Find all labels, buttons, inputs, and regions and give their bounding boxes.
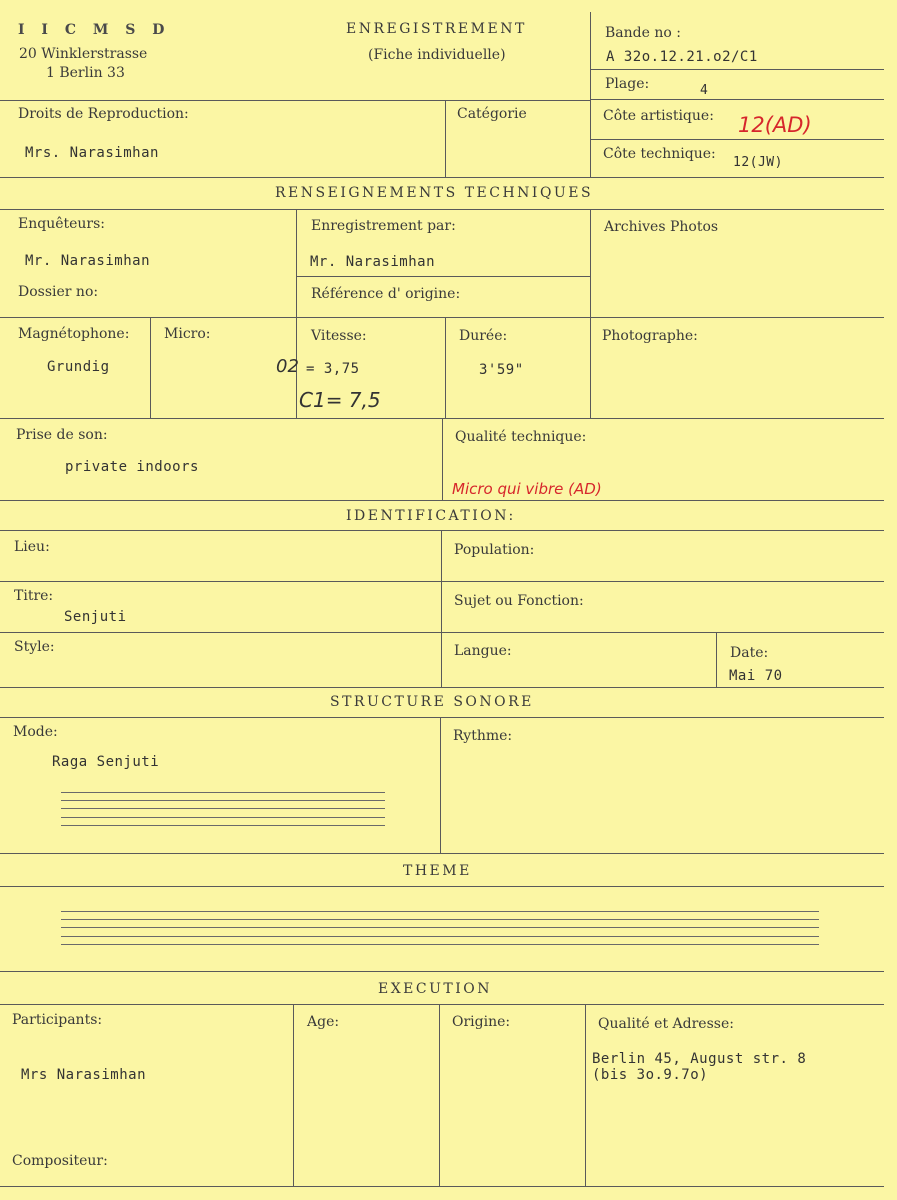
- rule: [0, 500, 884, 501]
- reference-label: Référence d' origine:: [311, 286, 461, 302]
- enregistrement-par-label: Enregistrement par:: [311, 218, 456, 234]
- mode-writing-line: [61, 817, 385, 818]
- plage-label: Plage:: [605, 76, 650, 92]
- titre-value: Senjuti: [64, 609, 127, 625]
- duree-value: 3'59": [479, 362, 524, 378]
- lieu-label: Lieu:: [14, 539, 50, 555]
- bande-value: A 32o.12.21.o2/C1: [606, 49, 758, 65]
- rule: [0, 317, 884, 318]
- mode-writing-line: [61, 800, 385, 801]
- theme-staff-line: [61, 927, 819, 928]
- qualite-label: Qualité technique:: [455, 429, 587, 445]
- rule: [442, 418, 443, 500]
- rule: [440, 717, 441, 853]
- rule: [0, 1186, 884, 1187]
- rule: [0, 100, 590, 101]
- mode-writing-line: [61, 825, 385, 826]
- categorie-label: Catégorie: [457, 106, 527, 122]
- address-line-2: 1 Berlin 33: [46, 65, 125, 81]
- population-label: Population:: [454, 542, 535, 558]
- mode-writing-line: [61, 792, 385, 793]
- photographe-label: Photographe:: [602, 328, 698, 344]
- address-line-1: 20 Winklerstrasse: [19, 46, 148, 62]
- rule: [0, 581, 884, 582]
- date-label: Date:: [730, 645, 769, 661]
- magnetophone-value: Grundig: [47, 359, 110, 375]
- rule: [296, 276, 590, 277]
- rule: [0, 1004, 884, 1005]
- participants-label: Participants:: [12, 1012, 103, 1028]
- age-label: Age:: [307, 1014, 340, 1030]
- rule: [716, 632, 717, 687]
- cote-artistique-label: Côte artistique:: [603, 108, 714, 124]
- micro-label: Micro:: [164, 326, 211, 342]
- prise-value: private indoors: [65, 459, 199, 475]
- section-title-structure: STRUCTURE SONORE: [330, 694, 534, 710]
- dossier-label: Dossier no:: [18, 284, 99, 300]
- compositeur-label: Compositeur:: [12, 1153, 108, 1169]
- rule: [0, 530, 884, 531]
- origine-label: Origine:: [452, 1014, 511, 1030]
- rule: [0, 717, 884, 718]
- theme-staff-line: [61, 936, 819, 937]
- theme-staff-line: [61, 919, 819, 920]
- rule: [0, 632, 884, 633]
- plage-value: 4: [700, 83, 709, 98]
- rule: [0, 886, 884, 887]
- vitesse-prefix: 02: [276, 356, 299, 377]
- langue-label: Langue:: [454, 643, 512, 659]
- rule: [0, 177, 884, 178]
- enqueteurs-label: Enquêteurs:: [18, 216, 106, 232]
- archives-label: Archives Photos: [604, 219, 719, 235]
- section-title-execution: EXECUTION: [378, 981, 493, 997]
- form-subtitle: (Fiche individuelle): [368, 47, 506, 63]
- rule: [445, 100, 446, 177]
- theme-staff-line: [61, 944, 819, 945]
- rule: [590, 99, 884, 100]
- section-title-identification: IDENTIFICATION:: [346, 508, 516, 524]
- rythme-label: Rythme:: [453, 728, 513, 744]
- rule: [445, 317, 446, 418]
- participants-value: Mrs Narasimhan: [21, 1067, 147, 1083]
- section-title-theme: THEME: [403, 863, 472, 879]
- cote-technique-label: Côte technique:: [603, 146, 716, 162]
- rule: [590, 209, 591, 418]
- mode-writing-line: [61, 808, 385, 809]
- rule: [293, 1004, 294, 1186]
- rule: [441, 530, 442, 687]
- section-title-tech: RENSEIGNEMENTS TECHNIQUES: [275, 185, 594, 201]
- sujet-label: Sujet ou Fonction:: [454, 593, 584, 609]
- rule: [590, 69, 884, 70]
- bande-label: Bande no :: [605, 25, 681, 41]
- rule: [0, 853, 884, 854]
- rule: [590, 139, 884, 140]
- rule: [296, 209, 297, 418]
- qualite-adresse-label: Qualité et Adresse:: [598, 1016, 734, 1032]
- magnetophone-label: Magnétophone:: [18, 326, 130, 342]
- rule: [585, 1004, 586, 1186]
- duree-label: Durée:: [459, 328, 508, 344]
- rule: [0, 209, 884, 210]
- rule: [0, 971, 884, 972]
- rule: [439, 1004, 440, 1186]
- cote-artistique-value: 12(AD): [738, 113, 812, 137]
- vitesse-value: = 3,75: [306, 361, 360, 377]
- form-title: ENREGISTREMENT: [346, 21, 527, 37]
- qualite-hand-note: Micro qui vibre (AD): [452, 480, 602, 498]
- vitesse-label: Vitesse:: [311, 328, 367, 344]
- mode-label: Mode:: [13, 724, 58, 740]
- prise-label: Prise de son:: [16, 427, 108, 443]
- rule: [150, 317, 151, 418]
- style-label: Style:: [14, 639, 55, 655]
- rule: [590, 12, 591, 177]
- adresse-line-2: (bis 3o.9.7o): [592, 1067, 709, 1083]
- vitesse-hand-note: C1= 7,5: [299, 388, 381, 412]
- enqueteurs-value: Mr. Narasimhan: [25, 253, 151, 269]
- adresse-line-1: Berlin 45, August str. 8: [592, 1051, 807, 1067]
- droits-value: Mrs. Narasimhan: [25, 145, 159, 161]
- rule: [0, 687, 884, 688]
- droits-label: Droits de Reproduction:: [18, 106, 189, 122]
- theme-staff-line: [61, 911, 819, 912]
- mode-value: Raga Senjuti: [52, 754, 160, 770]
- cote-technique-value: 12(JW): [733, 155, 783, 170]
- titre-label: Titre:: [14, 588, 54, 604]
- enregistrement-par-value: Mr. Narasimhan: [310, 254, 436, 270]
- date-value: Mai 70: [729, 668, 783, 684]
- org-logo: I I C M S D: [18, 22, 171, 38]
